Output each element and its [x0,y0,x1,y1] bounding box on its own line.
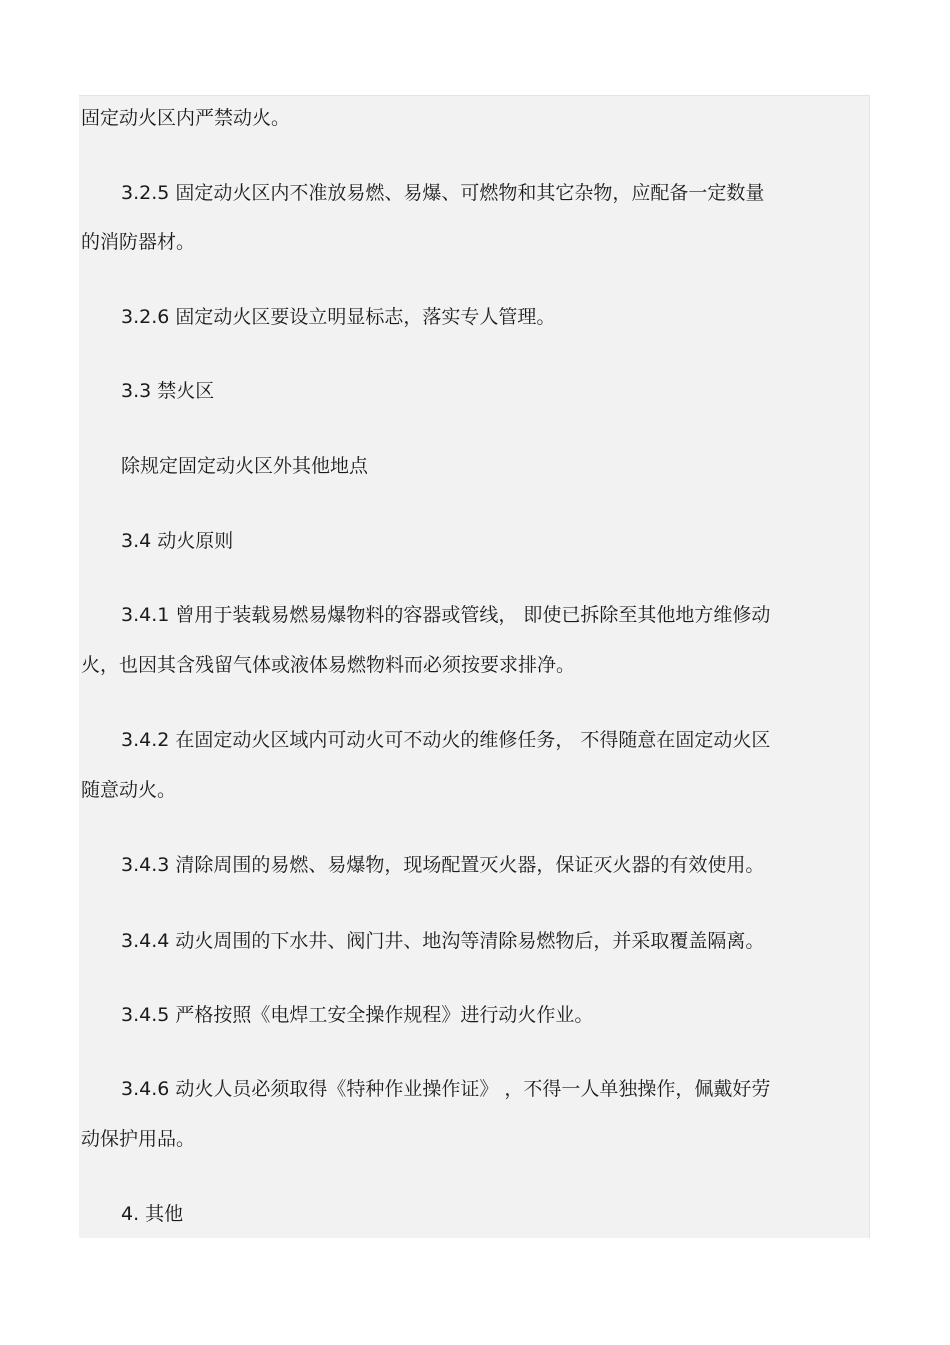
paragraph-line: 3.4.4 动火周围的下水井、阀门井、地沟等清除易燃物后，并采取覆盖隔离。 [121,930,765,952]
paragraph-line: 3.4.5 严格按照《电焊工安全操作规程》进行动火作业。 [121,1004,594,1026]
paragraph-line: 的消防器材。 [81,231,196,253]
paragraph-line: 3.2.5 固定动火区内不准放易燃、易爆、可燃物和其它杂物，应配备一定数量 [121,182,765,204]
section-heading: 3.4 动火原则 [121,530,234,552]
paragraph-line: 3.2.6 固定动火区要设立明显标志，落实专人管理。 [121,306,556,328]
paragraph-line: 动保护用品。 [81,1128,196,1150]
section-heading: 4. 其他 [121,1203,184,1225]
paragraph-line: 3.4.2 在固定动火区域内可动火可不动火的维修任务， 不得随意在固定动火区 [121,729,771,751]
paragraph-line: 3.4.6 动火人员必须取得《特种作业操作证》 ，不得一人单独操作，佩戴好劳 [121,1078,771,1100]
paragraph-line: 3.4.1 曾用于装载易燃易爆物料的容器或管线， 即使已拆除至其他地方维修动 [121,604,771,626]
section-heading: 3.3 禁火区 [121,380,215,402]
paragraph-line: 火，也因其含残留气体或液体易燃物料而必须按要求排净。 [81,654,576,676]
paragraph-line: 固定动火区内严禁动火。 [81,107,291,129]
paragraph-line: 3.4.3 清除周围的易燃、易爆物，现场配置灭火器，保证灭火器的有效使用。 [121,854,765,876]
paragraph-line: 随意动火。 [81,779,177,801]
paragraph-line: 除规定固定动火区外其他地点 [121,455,369,477]
